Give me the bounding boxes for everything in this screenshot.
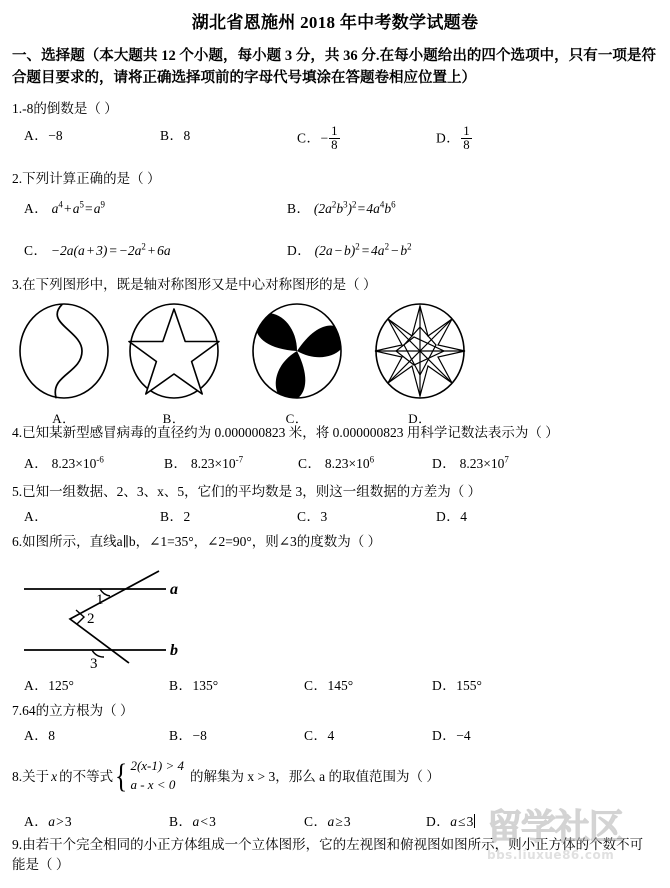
fraction-one-eighth: $\frac{1}{8}$ [463, 123, 470, 152]
option-7-A[interactable]: A．8 [24, 728, 55, 744]
section-heading: 一、选择题（本大题共 12 个小题，每小题 3 分，共 36 分.在每小题给出的四个选项中，只有一项是符合题目要求的，请将正确选择项前的字母代号填涂在答题卷相应位置上） [12, 47, 656, 87]
yin-yang-circle-icon [14, 301, 114, 401]
option-8-C[interactable]: C．a ≥ 3 [304, 814, 351, 830]
question-6-stem: 6.如图所示，直线a∥b，∠1=35°，∠2=90°，则∠3的度数为（ ） [12, 533, 382, 549]
inequality-system [113, 757, 184, 795]
question-3-figures [0, 301, 670, 427]
figure-caption-D: D． [408, 411, 432, 427]
option-4-C[interactable]: C． $8.23\times 10^6$ [298, 454, 375, 471]
question-4-stem: 4.已知某新型感冒病毒的直径约为 0.000000823 米，将 0.000000823 用科学记数法表示为（ ） [12, 425, 559, 441]
question-6-diagram-wrap [0, 558, 670, 676]
figure-option-C[interactable] [245, 301, 349, 427]
question-8-options [12, 812, 656, 832]
system-row-2: a - x < 0 [130, 777, 176, 793]
figure-caption-C: C． [285, 411, 309, 427]
pinwheel-circle-icon [247, 301, 347, 401]
angle-3-label: 3 [90, 656, 98, 673]
question-2-options-row-1 [12, 199, 656, 219]
option-6-A[interactable]: A．125° [24, 678, 74, 694]
option-4-A[interactable]: A． $8.23\times 10^{-6}$ [24, 454, 104, 471]
question-6-options [12, 676, 656, 696]
eight-point-star-rosette-circle-icon [370, 301, 470, 401]
question-8-stem-after: 的解集为 x > 3，那么 a 的取值范围为（ ） [189, 769, 440, 785]
option-6-B[interactable]: B．135° [169, 678, 219, 694]
text-caret [474, 814, 475, 828]
option-5-C[interactable]: C．3 [297, 508, 328, 524]
fraction-one-eighth: $\frac{1}{8}$ [331, 123, 338, 152]
option-2-B[interactable]: B． $(2a^2b^3)^2$ = $4a^4b^6$ [287, 199, 396, 217]
question-4-options [12, 454, 656, 474]
option-7-C[interactable]: C．4 [304, 728, 335, 744]
question-3-stem: 3.在下列图形中，既是轴对称图形又是中心对称图形的是（ ） [12, 277, 377, 293]
option-6-D[interactable]: D．155° [432, 678, 482, 694]
option-8-D[interactable]: D．a ≤ 3 [426, 814, 474, 830]
line-b-label: b [170, 642, 178, 660]
watermark-text: 留学社区 [487, 808, 624, 848]
question-8-stem-mid: 的不等式 [59, 769, 114, 785]
question-2-options-row-2 [12, 241, 656, 261]
question-7-options [12, 726, 656, 746]
question-2-stem: 2.下列计算正确的是（ ） [12, 170, 161, 186]
figure-caption-A: A． [52, 411, 76, 427]
option-5-D[interactable]: D．4 [436, 508, 467, 524]
question-7-stem: 7.64的立方根为（ ） [12, 703, 134, 719]
exam-page [0, 11, 670, 888]
question-8-stem-before: 8.关于 [12, 769, 50, 785]
option-8-B[interactable]: B．a < 3 [169, 814, 216, 830]
question-1-stem: 1.-8的倒数是（ ） [12, 100, 118, 116]
angle-2-label: 2 [87, 611, 95, 628]
option-4-D[interactable]: D． $8.23\times 10^7$ [432, 454, 509, 471]
option-6-C[interactable]: C．145° [304, 678, 354, 694]
option-1-D[interactable]: D． $\frac{1}{8}$ [436, 123, 470, 152]
angle-1-label: 1 [96, 592, 104, 609]
question-1-options [12, 123, 656, 160]
left-brace-icon: { [115, 757, 128, 795]
line-a-label: a [170, 581, 178, 599]
five-point-star-circle-icon [124, 301, 224, 401]
question-5-options [12, 507, 656, 527]
parallel-lines-transversal-diagram [14, 558, 194, 676]
option-7-D[interactable]: D．−4 [432, 728, 471, 744]
option-1-C[interactable]: C．− $\frac{1}{8}$ [297, 123, 338, 152]
option-4-B[interactable]: B． $8.23\times 10^{-7}$ [164, 454, 244, 471]
option-7-B[interactable]: B．−8 [169, 728, 207, 744]
question-9-stem: 9.由若干个完全相同的小正方体组成一个立体图形，它的左视图和俯视图如图所示，则小正方体的个数不可能是（ ） [12, 837, 644, 873]
option-5-B[interactable]: B．2 [160, 508, 191, 524]
watermark-url: bbs.liuxue86.com [487, 848, 615, 862]
figure-option-B[interactable] [122, 301, 226, 427]
option-1-B[interactable]: B．8 [160, 127, 191, 143]
option-5-A[interactable]: A． [24, 508, 49, 524]
option-1-A[interactable]: A．−8 [24, 127, 63, 143]
figure-caption-B: B． [162, 411, 186, 427]
option-2-C[interactable]: C． −2a(a + 3) = $-2a^2$ + 6a [24, 241, 171, 259]
figure-option-A[interactable] [12, 301, 116, 427]
option-8-A[interactable]: A．a > 3 [24, 814, 72, 830]
question-5-stem: 5.已知一组数据、2、3、x、5，它们的平均数是 3，则这一组数据的方差为（ ） [12, 483, 482, 499]
option-2-D[interactable]: D． (2a − b)$^2$ = $4a^2$ − $b^2$ [287, 241, 412, 259]
question-8-variable: x [51, 769, 58, 785]
question-8-stem [12, 758, 656, 796]
system-row-1: 2(x-1) > 4 [130, 758, 184, 774]
page-title: 湖北省恩施州 2018 年中考数学试题卷 [191, 13, 479, 32]
option-2-A[interactable]: A． $a^4$ + $a^5$ = $a^9$ [24, 199, 105, 217]
figure-option-D[interactable] [368, 301, 472, 427]
